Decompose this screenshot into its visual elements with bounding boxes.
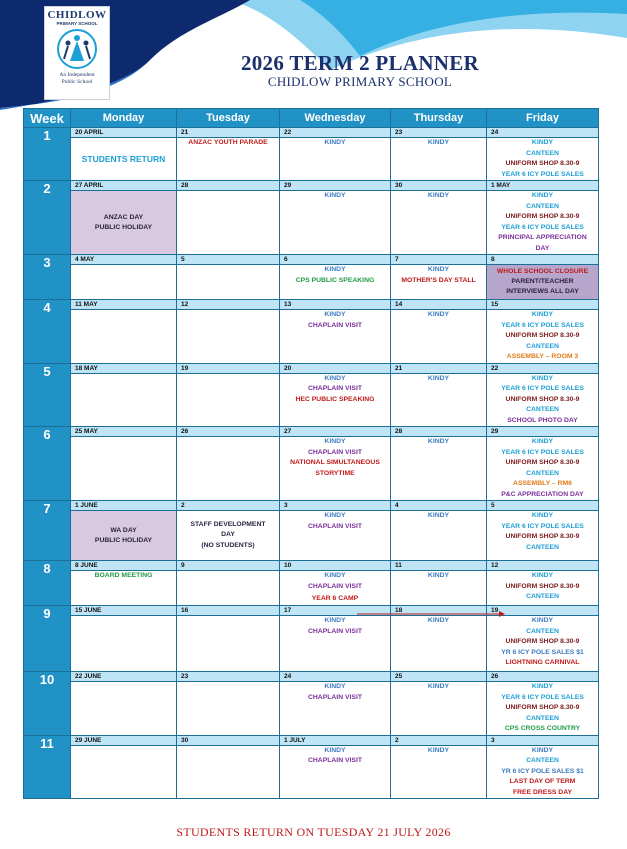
event-label: ASSEMBLY – RM6 xyxy=(513,480,572,487)
date-tuesday: 16 xyxy=(177,606,280,616)
event-label: MOTHER'S DAY STALL xyxy=(401,276,476,284)
day-cell-wednesday xyxy=(280,373,391,427)
event-label: KINDY xyxy=(531,512,554,519)
event-label: WA DAY xyxy=(110,526,137,534)
date-thursday: 14 xyxy=(391,300,487,310)
week-number: 5 xyxy=(24,363,71,427)
week-number: 6 xyxy=(24,427,71,501)
date-thursday: 28 xyxy=(391,427,487,437)
day-cell-friday xyxy=(487,310,599,364)
date-monday: 25 MAY xyxy=(71,427,177,437)
event-label: UNIFORM SHOP 8.30-9 xyxy=(505,459,580,466)
logo-school-sub: PRIMARY SCHOOL xyxy=(56,21,98,26)
day-cell-monday xyxy=(71,265,177,300)
event-label: KINDY xyxy=(531,572,554,579)
event-label: KINDY xyxy=(531,438,554,445)
event-label: KINDY xyxy=(427,374,450,382)
day-cell-wednesday xyxy=(280,616,391,672)
event-label: DAY xyxy=(535,244,550,252)
day-cell-monday xyxy=(71,138,177,181)
date-wednesday: 29 xyxy=(280,181,391,191)
event-label: STUDENTS RETURN xyxy=(81,153,166,164)
event-label: WHOLE SCHOOL CLOSURE xyxy=(496,268,589,275)
week-events-row xyxy=(24,616,599,672)
week-date-row xyxy=(24,501,599,511)
event-label: CANTEEN xyxy=(526,757,559,764)
event-label: INTERVIEWS ALL DAY xyxy=(506,288,579,295)
event-label: KINDY xyxy=(427,746,450,754)
footer-note: STUDENTS RETURN ON TUESDAY 21 JULY 2026 xyxy=(176,825,451,839)
event-label: SCHOOL PHOTO DAY xyxy=(507,416,578,424)
date-wednesday: 13 xyxy=(280,300,391,310)
event-label: KINDY xyxy=(324,683,346,690)
week-date-row xyxy=(24,427,599,437)
day-cell-monday xyxy=(71,310,177,364)
week-date-row xyxy=(24,255,599,265)
date-tuesday: 23 xyxy=(177,672,280,682)
event-label: YR 6 ICY POLE SALES $1 xyxy=(501,767,584,775)
event-label: YR 6 ICY POLE SALES $1 xyxy=(501,648,584,656)
day-cell-tuesday xyxy=(177,745,280,799)
event-label: KINDY xyxy=(324,192,346,199)
week-date-row xyxy=(24,672,599,682)
day-cell-thursday xyxy=(391,191,487,255)
event-label: NATIONAL SIMULTANEOUS xyxy=(290,459,380,466)
week-number: 10 xyxy=(24,672,71,736)
date-thursday: 4 xyxy=(391,501,487,511)
day-cell-friday xyxy=(487,745,599,799)
event-label: CANTEEN xyxy=(526,593,559,600)
event-label: ASSEMBLY – ROOM 3 xyxy=(506,353,579,360)
week-date-row xyxy=(24,735,599,745)
col-header-friday: Friday xyxy=(487,109,599,128)
date-friday: 26 xyxy=(487,672,599,682)
day-cell-wednesday xyxy=(280,511,391,561)
day-cell-tuesday xyxy=(177,310,280,364)
week-number: 11 xyxy=(24,735,71,799)
header-row xyxy=(24,109,599,128)
event-label: HEC PUBLIC SPEAKING xyxy=(295,395,375,403)
date-wednesday: 27 xyxy=(280,427,391,437)
week-events-row xyxy=(24,310,599,364)
day-cell-wednesday xyxy=(280,191,391,255)
week-events-row xyxy=(24,437,599,501)
event-label: KINDY xyxy=(324,311,346,318)
day-cell-friday xyxy=(487,191,599,255)
logo-school-name: CHIDLOW xyxy=(47,9,107,21)
day-cell-thursday xyxy=(391,265,487,300)
day-cell-thursday xyxy=(391,616,487,672)
day-cell-tuesday xyxy=(177,511,280,561)
day-cell-friday xyxy=(487,265,599,300)
day-cell-tuesday xyxy=(177,191,280,255)
week-date-row xyxy=(24,561,599,571)
event-label: KINDY xyxy=(427,512,450,519)
week-number: 8 xyxy=(24,561,71,606)
day-cell-wednesday xyxy=(280,682,391,736)
date-friday: 5 xyxy=(487,501,599,511)
day-cell-monday xyxy=(71,616,177,672)
event-label: CANTEEN xyxy=(526,543,559,551)
date-monday: 27 APRIL xyxy=(71,181,177,191)
date-friday: 22 xyxy=(487,363,599,373)
day-cell-thursday xyxy=(391,511,487,561)
date-monday: 15 JUNE xyxy=(71,606,177,616)
day-cell-thursday xyxy=(391,138,487,181)
date-friday: 12 xyxy=(487,561,599,571)
day-cell-friday xyxy=(487,571,599,606)
week-events-row xyxy=(24,265,599,300)
day-cell-monday xyxy=(71,373,177,427)
event-label: CHAPLAIN VISIT xyxy=(307,448,362,456)
date-thursday: 23 xyxy=(391,128,487,138)
day-cell-tuesday xyxy=(177,437,280,501)
event-label: UNIFORM SHOP 8.30-9 xyxy=(505,582,580,590)
event-label: CHAPLAIN VISIT xyxy=(307,522,362,530)
event-label: CHAPLAIN VISIT xyxy=(307,693,362,701)
event-label: PUBLIC HOLIDAY xyxy=(94,536,153,544)
date-wednesday: 17 xyxy=(280,606,391,616)
week-date-row xyxy=(24,128,599,138)
week-events-row xyxy=(24,511,599,561)
day-cell-friday xyxy=(487,138,599,181)
event-label: UNIFORM SHOP 8.30-9 xyxy=(505,332,580,339)
event-label: KINDY xyxy=(427,266,450,273)
day-cell-wednesday xyxy=(280,310,391,364)
term-planner-table xyxy=(23,108,599,799)
date-friday: 29 xyxy=(487,427,599,437)
week-number: 2 xyxy=(24,181,71,255)
day-cell-monday xyxy=(71,571,177,606)
col-header-week: Week xyxy=(24,109,71,128)
event-label: KINDY xyxy=(531,139,554,146)
date-monday: 29 JUNE xyxy=(71,735,177,745)
week-number: 3 xyxy=(24,255,71,300)
week-number: 7 xyxy=(24,501,71,561)
date-friday: 1 MAY xyxy=(487,181,599,191)
event-label: UNIFORM SHOP 8.30-9 xyxy=(505,213,580,220)
date-thursday: 18 xyxy=(391,606,487,616)
event-label: KINDY xyxy=(427,139,450,146)
event-label: YEAR 6 CAMP xyxy=(311,595,359,602)
date-tuesday: 21 xyxy=(177,128,280,138)
event-label: KINDY xyxy=(324,617,346,624)
date-monday: 4 MAY xyxy=(71,255,177,265)
event-label: KINDY xyxy=(427,192,450,199)
event-label: UNIFORM SHOP 8.30-9 xyxy=(505,395,580,403)
event-label: ANZAC YOUTH PARADE xyxy=(188,139,268,146)
event-label: KINDY xyxy=(531,311,554,318)
event-label: KINDY xyxy=(531,746,554,754)
date-monday: 1 JUNE xyxy=(71,501,177,511)
date-thursday: 25 xyxy=(391,672,487,682)
event-label: CHAPLAIN VISIT xyxy=(307,757,362,764)
col-header-monday: Monday xyxy=(71,109,177,128)
col-header-tuesday: Tuesday xyxy=(177,109,280,128)
event-label: PRINCIPAL APPRECIATION xyxy=(498,234,587,241)
logo-emblem-icon xyxy=(56,27,98,71)
day-cell-tuesday xyxy=(177,682,280,736)
event-label: KINDY xyxy=(427,617,450,624)
date-wednesday: 3 xyxy=(280,501,391,511)
event-label: P&C APPRECIATION DAY xyxy=(501,490,584,498)
week-events-row xyxy=(24,571,599,606)
event-label: KINDY xyxy=(324,374,346,382)
week-date-row xyxy=(24,363,599,373)
date-tuesday: 9 xyxy=(177,561,280,571)
event-label: PARENT/TEACHER xyxy=(511,278,574,285)
event-label: KINDY xyxy=(324,438,346,445)
day-cell-monday xyxy=(71,191,177,255)
event-label: UNIFORM SHOP 8.30-9 xyxy=(505,638,580,645)
day-cell-wednesday xyxy=(280,745,391,799)
camp-arrow-icon xyxy=(357,610,505,618)
event-label: CHAPLAIN VISIT xyxy=(307,627,362,635)
date-monday: 22 JUNE xyxy=(71,672,177,682)
week-date-row xyxy=(24,606,599,616)
event-label: BOARD MEETING xyxy=(94,572,153,579)
event-label: KINDY xyxy=(427,683,450,690)
date-monday: 20 APRIL xyxy=(71,128,177,138)
date-monday: 11 MAY xyxy=(71,300,177,310)
day-cell-thursday xyxy=(391,571,487,606)
week-events-row xyxy=(24,682,599,736)
day-cell-friday xyxy=(487,511,599,561)
col-header-thursday: Thursday xyxy=(391,109,487,128)
day-cell-monday xyxy=(71,745,177,799)
date-friday: 3 xyxy=(487,735,599,745)
event-label: LAST DAY OF TERM xyxy=(509,778,576,785)
date-monday: 18 MAY xyxy=(71,363,177,373)
date-tuesday: 30 xyxy=(177,735,280,745)
date-wednesday: 6 xyxy=(280,255,391,265)
week-number: 1 xyxy=(24,128,71,181)
event-label: KINDY xyxy=(324,266,346,273)
week-number: 4 xyxy=(24,300,71,364)
event-label: KINDY xyxy=(531,192,554,199)
day-cell-tuesday xyxy=(177,616,280,672)
day-cell-friday xyxy=(487,437,599,501)
event-label: YEAR 6 ICY POLE SALES xyxy=(501,693,584,701)
date-monday: 8 JUNE xyxy=(71,561,177,571)
date-friday: 15 xyxy=(487,300,599,310)
date-friday: 19 xyxy=(487,606,599,616)
event-label: DAY xyxy=(221,531,235,539)
day-cell-tuesday xyxy=(177,373,280,427)
event-label: CHAPLAIN VISIT xyxy=(307,385,362,392)
event-label: CANTEEN xyxy=(526,469,559,477)
event-label: CANTEEN xyxy=(526,342,559,350)
event-label: KINDY xyxy=(427,572,450,579)
event-label: ANZAC DAY xyxy=(103,213,144,221)
logo-caption-1: An Independent xyxy=(59,72,95,78)
week-date-row xyxy=(24,300,599,310)
day-cell-thursday xyxy=(391,310,487,364)
week-events-row xyxy=(24,138,599,181)
date-tuesday: 5 xyxy=(177,255,280,265)
week-date-row xyxy=(24,181,599,191)
event-label: UNIFORM SHOP 8.30-9 xyxy=(505,533,580,540)
day-cell-thursday xyxy=(391,682,487,736)
date-tuesday: 28 xyxy=(177,181,280,191)
event-label: KINDY xyxy=(324,572,346,579)
date-tuesday: 19 xyxy=(177,363,280,373)
date-friday: 24 xyxy=(487,128,599,138)
event-label: CANTEEN xyxy=(526,149,559,157)
page-title: 2026 TERM 2 PLANNER xyxy=(240,51,480,75)
event-label: KINDY xyxy=(531,617,554,624)
page-subtitle: CHIDLOW PRIMARY SCHOOL xyxy=(267,74,453,89)
date-tuesday: 26 xyxy=(177,427,280,437)
date-wednesday: 22 xyxy=(280,128,391,138)
day-cell-friday xyxy=(487,373,599,427)
day-cell-thursday xyxy=(391,437,487,501)
date-wednesday: 20 xyxy=(280,363,391,373)
day-cell-wednesday xyxy=(280,265,391,300)
event-label: CANTEEN xyxy=(526,406,559,413)
event-label: YEAR 6 ICY POLE SALES xyxy=(501,223,584,231)
week-events-row xyxy=(24,745,599,799)
day-cell-tuesday xyxy=(177,138,280,181)
event-label: KINDY xyxy=(427,438,450,445)
day-cell-wednesday xyxy=(280,437,391,501)
event-label: YEAR 6 ICY POLE SALES xyxy=(501,385,584,392)
event-label: CANTEEN xyxy=(526,714,559,722)
day-cell-friday xyxy=(487,682,599,736)
week-number: 9 xyxy=(24,606,71,672)
date-thursday: 11 xyxy=(391,561,487,571)
event-label: PUBLIC HOLIDAY xyxy=(94,223,153,231)
event-label: STAFF DEVELOPMENT xyxy=(190,520,266,528)
event-label: YEAR 6 ICY POLE SALES xyxy=(501,170,584,178)
date-tuesday: 12 xyxy=(177,300,280,310)
day-cell-tuesday xyxy=(177,265,280,300)
event-label: KINDY xyxy=(531,683,554,690)
date-wednesday: 10 xyxy=(280,561,391,571)
day-cell-monday xyxy=(71,437,177,501)
date-thursday: 7 xyxy=(391,255,487,265)
day-cell-monday xyxy=(71,511,177,561)
event-label: KINDY xyxy=(427,311,450,318)
school-logo xyxy=(44,6,110,100)
day-cell-thursday xyxy=(391,373,487,427)
date-friday: 8 xyxy=(487,255,599,265)
event-label: YEAR 6 ICY POLE SALES xyxy=(501,321,584,329)
event-label: LIGHTNING CARNIVAL xyxy=(505,659,580,666)
event-label: FREE DRESS DAY xyxy=(512,788,573,796)
week-events-row xyxy=(24,373,599,427)
event-label: YEAR 6 ICY POLE SALES xyxy=(501,522,584,530)
date-wednesday: 24 xyxy=(280,672,391,682)
event-label: (NO STUDENTS) xyxy=(201,541,255,549)
event-label: CPS PUBLIC SPEAKING xyxy=(295,276,375,284)
day-cell-tuesday xyxy=(177,571,280,606)
logo-caption-2: Public School xyxy=(61,79,93,85)
day-cell-wednesday xyxy=(280,571,391,606)
date-thursday: 30 xyxy=(391,181,487,191)
date-tuesday: 2 xyxy=(177,501,280,511)
event-label: CANTEEN xyxy=(526,202,559,210)
event-label: KINDY xyxy=(324,139,346,146)
day-cell-friday xyxy=(487,616,599,672)
event-label: CPS CROSS COUNTRY xyxy=(504,725,581,732)
col-header-wednesday: Wednesday xyxy=(280,109,391,128)
event-label: CHAPLAIN VISIT xyxy=(307,321,362,329)
day-cell-monday xyxy=(71,682,177,736)
date-thursday: 2 xyxy=(391,735,487,745)
event-label: CANTEEN xyxy=(526,627,559,635)
day-cell-wednesday xyxy=(280,138,391,181)
event-label: UNIFORM SHOP 8.30-9 xyxy=(505,160,580,167)
date-thursday: 21 xyxy=(391,363,487,373)
event-label: KINDY xyxy=(531,374,554,382)
event-label: STORYTIME xyxy=(315,469,355,477)
date-wednesday: 1 JULY xyxy=(280,735,391,745)
event-label: KINDY xyxy=(324,746,346,754)
event-label: UNIFORM SHOP 8.30-9 xyxy=(505,704,580,711)
event-label: YEAR 6 ICY POLE SALES xyxy=(501,448,584,456)
event-label: CHAPLAIN VISIT xyxy=(307,582,362,590)
event-label: KINDY xyxy=(324,512,346,519)
week-events-row xyxy=(24,191,599,255)
day-cell-thursday xyxy=(391,745,487,799)
